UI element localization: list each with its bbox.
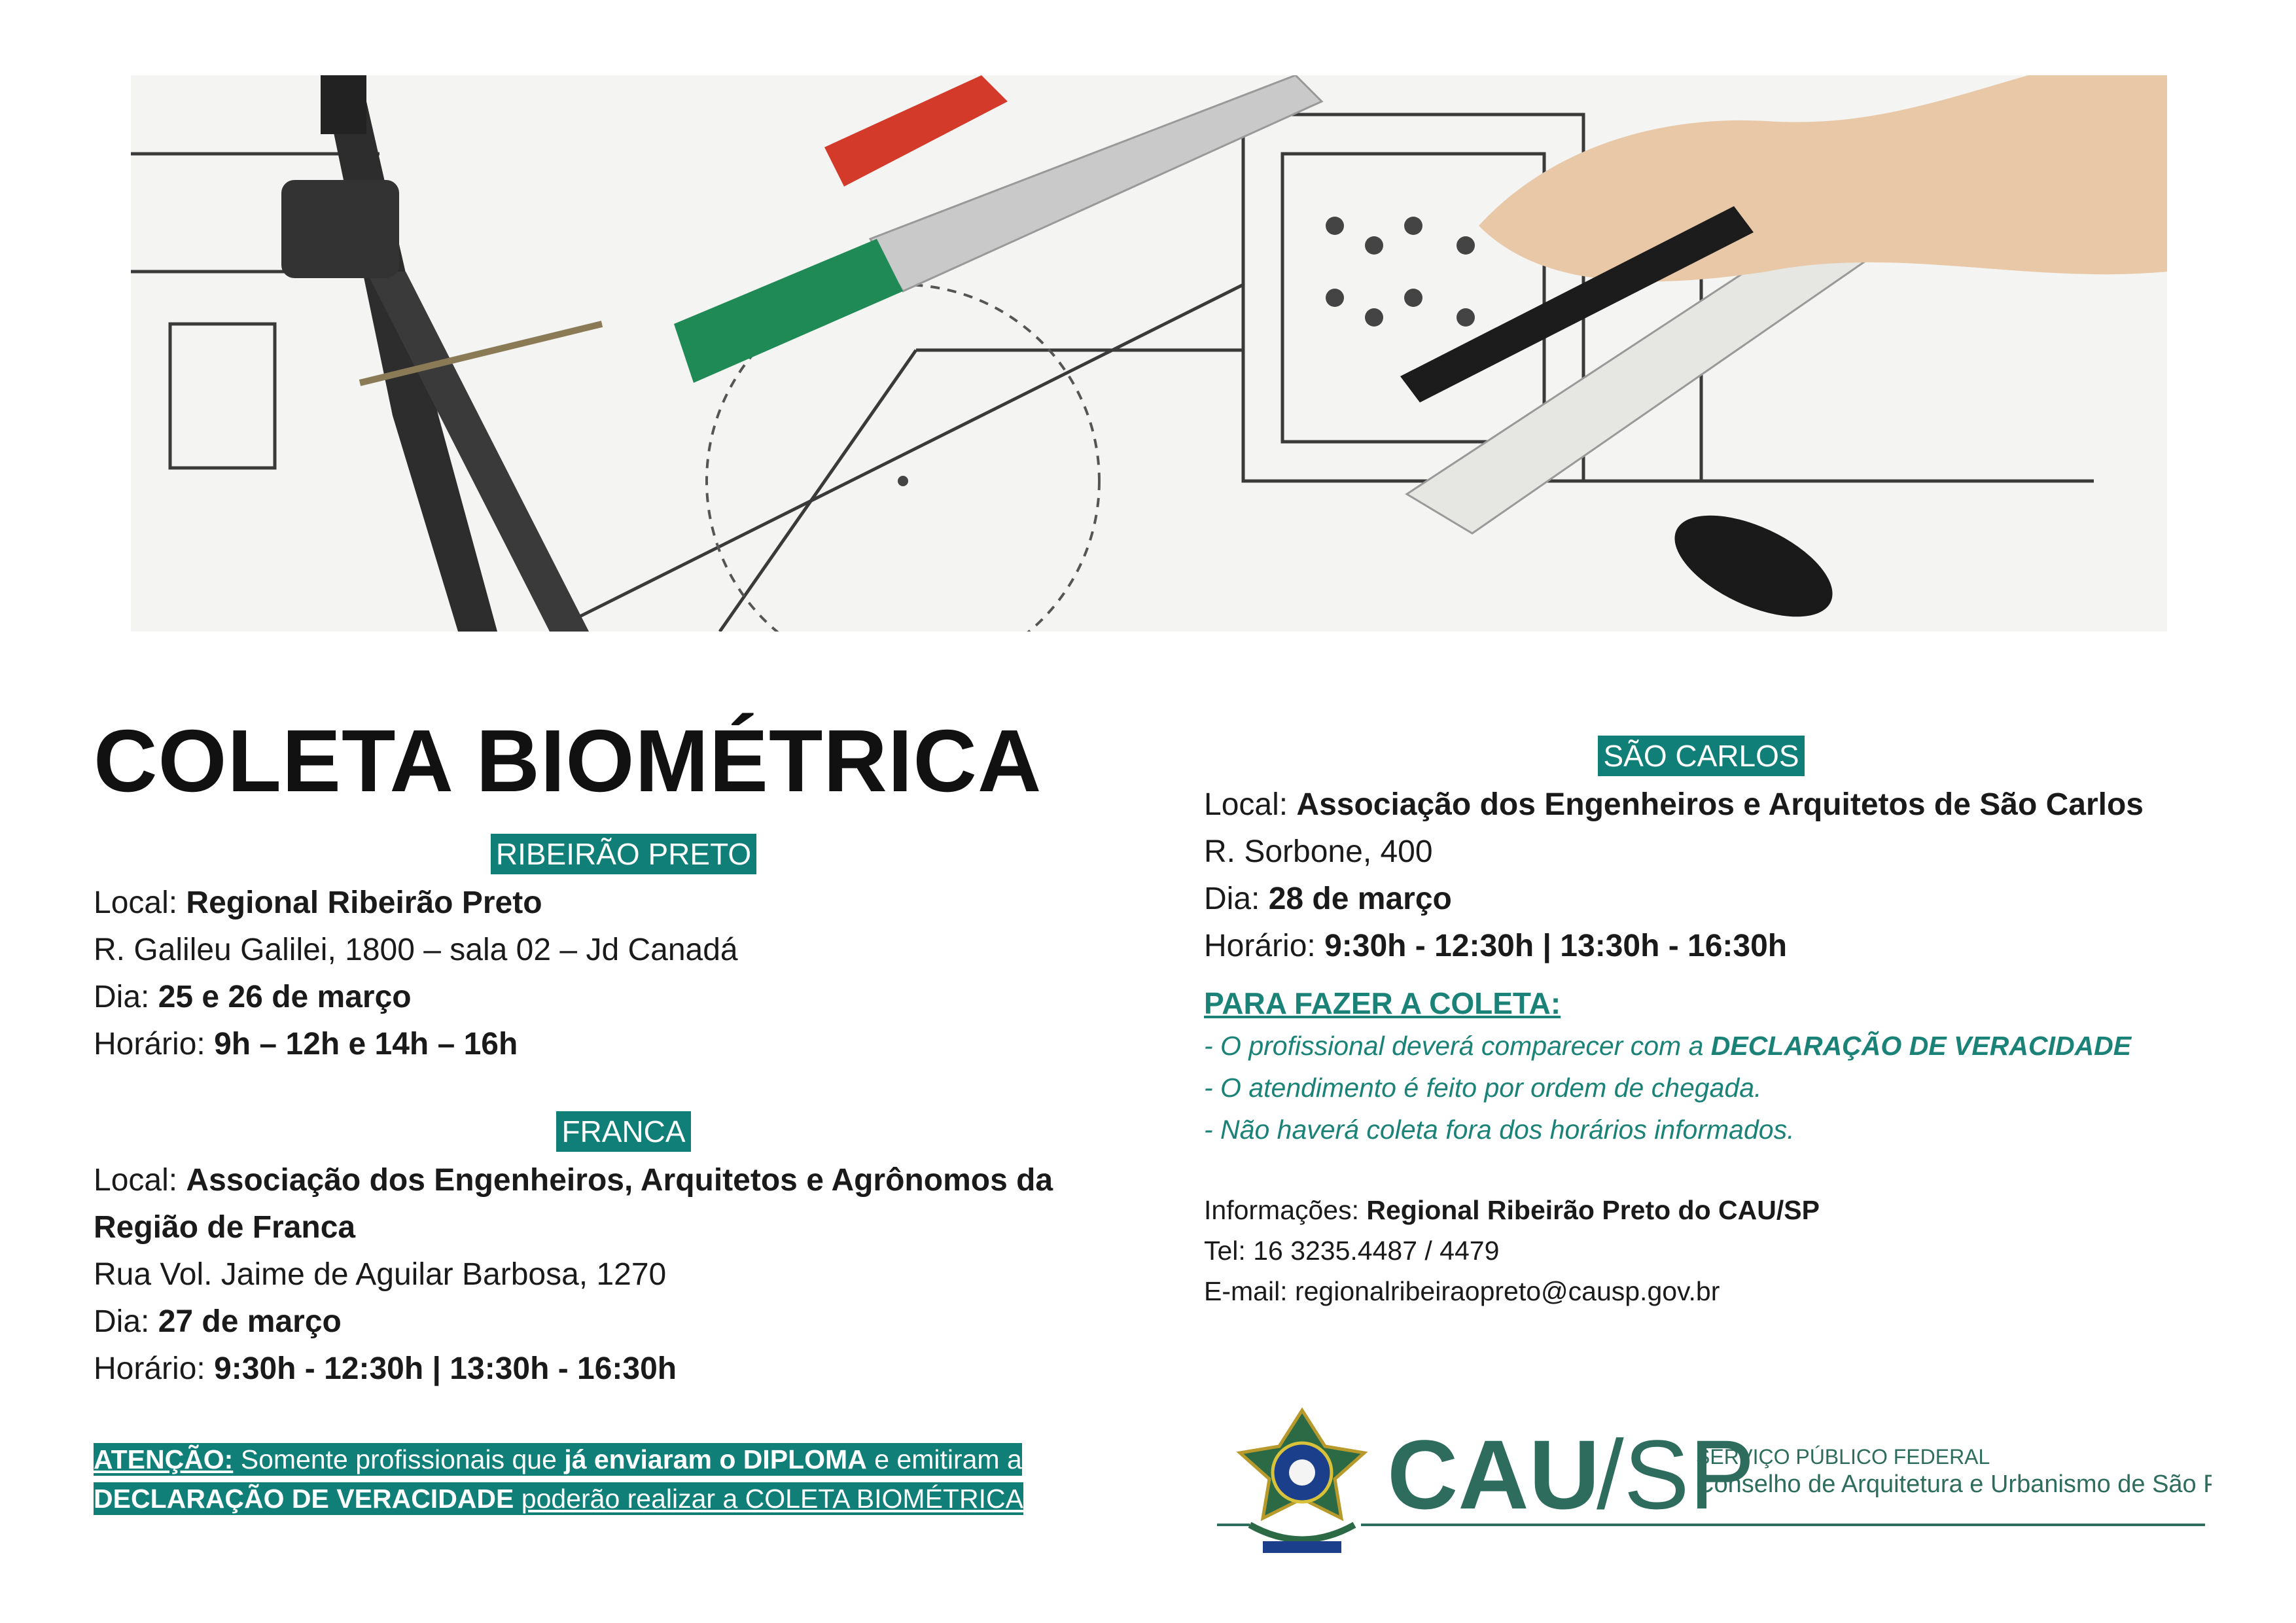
- attention-label: ATENÇÃO:: [94, 1444, 234, 1474]
- info-line: [1204, 1190, 2199, 1230]
- page-title: COLETA BIOMÉTRICA: [94, 711, 1042, 810]
- attention-line2: [94, 1479, 1154, 1518]
- coleta-line3: - Não haverá coleta fora dos horários informados.: [1204, 1115, 1795, 1145]
- logo-service: SERVIÇO PÚBLICO FEDERAL: [1696, 1445, 1990, 1469]
- ribeirao-local-value: Regional Ribeirão Preto: [186, 885, 542, 920]
- ribeirao-local: [94, 880, 1154, 927]
- logo-council: Conselho de Arquitetura e Urbanismo de São Paulo: [1696, 1471, 2212, 1498]
- sao-carlos-dia-value: 28 de março: [1268, 882, 1452, 916]
- sao-carlos-horario: [1204, 923, 2199, 970]
- coleta-heading: PARA FAZER A COLETA:: [1204, 986, 1561, 1020]
- info-label: Informações:: [1204, 1195, 1367, 1225]
- attention-text1: Somente profissionais que: [233, 1444, 565, 1474]
- franca-horario: [94, 1346, 1154, 1393]
- sao-carlos-local-label: Local:: [1204, 787, 1297, 822]
- attention-notice: [94, 1440, 1154, 1518]
- attention-underlined: poderão realizar a COLETA BIOMÉTRICA: [521, 1484, 1023, 1514]
- right-column: [1204, 733, 2199, 1311]
- franca-local-line2: [94, 1204, 1154, 1251]
- sao-carlos-dia: [1204, 876, 2199, 923]
- attention-bold1: já enviaram o DIPLOMA: [564, 1444, 867, 1474]
- attention-bold2: DECLARAÇÃO DE VERACIDADE: [94, 1484, 514, 1514]
- coleta-line1: [1204, 1025, 2199, 1067]
- ribeirao-horario: [94, 1021, 1154, 1068]
- info-email: E-mail: regionalribeiraopreto@causp.gov.br: [1204, 1276, 1720, 1306]
- coleta-line2: - O atendimento é feito por ordem de chegada.: [1204, 1073, 1762, 1103]
- franca-address: Rua Vol. Jaime de Aguilar Barbosa, 1270: [94, 1257, 667, 1292]
- sao-carlos-address: R. Sorbone, 400: [1204, 834, 1433, 869]
- hero-image: [131, 75, 2167, 632]
- franca-dia: [94, 1298, 1154, 1346]
- sao-carlos-section: [1204, 733, 2199, 780]
- sao-carlos-horario-label: Horário:: [1204, 929, 1325, 963]
- ribeirao-local-label: Local:: [94, 885, 186, 920]
- attention-line1: [94, 1440, 1154, 1479]
- info-tel: Tel: 16 3235.4487 / 4479: [1204, 1236, 1500, 1266]
- coat-of-arms-icon: [1240, 1410, 1364, 1553]
- sao-carlos-dia-label: Dia:: [1204, 882, 1269, 916]
- attention-text3: [514, 1484, 521, 1514]
- franca-horario-label: Horário:: [94, 1351, 215, 1386]
- ribeirao-dia-value: 25 e 26 de março: [158, 980, 412, 1014]
- franca-dia-value: 27 de março: [158, 1304, 342, 1339]
- franca-section: [94, 1109, 1154, 1156]
- coleta-line1-bold: DECLARAÇÃO DE VERACIDADE: [1710, 1031, 2132, 1061]
- attention-text2: e emitiram a: [866, 1444, 1022, 1474]
- sao-carlos-local: [1204, 781, 2199, 829]
- ribeirao-horario-value: 9h – 12h e 14h – 16h: [214, 1027, 518, 1061]
- ribeirao-dia: [94, 974, 1154, 1021]
- franca-local-value-line1: Associação dos Engenheiros, Arquitetos e Agrônomos da: [186, 1163, 1053, 1198]
- ribeirao-dia-label: Dia:: [94, 980, 158, 1014]
- ribeirao-address: R. Galileu Galilei, 1800 – sala 02 – Jd Canadá: [94, 933, 738, 967]
- franca-local-value-line2: Região de Franca: [94, 1210, 356, 1245]
- coleta-line1-prefix: - O profissional deverá comparecer com a: [1204, 1031, 1711, 1061]
- info-value: Regional Ribeirão Preto do CAU/SP: [1366, 1195, 1820, 1225]
- ribeirao-tag: RIBEIRÃO PRETO: [491, 834, 756, 874]
- sao-carlos-tag: SÃO CARLOS: [1598, 736, 1804, 776]
- brand-main: CAU: [1387, 1419, 1600, 1529]
- franca-local-label: Local:: [94, 1163, 186, 1198]
- franca-horario-value: 9:30h - 12:30h | 13:30h - 16:30h: [214, 1351, 677, 1386]
- franca-dia-label: Dia:: [94, 1304, 158, 1339]
- left-column: [94, 831, 1154, 1393]
- sao-carlos-horario-value: 9:30h - 12:30h | 13:30h - 16:30h: [1324, 929, 1788, 963]
- franca-local: [94, 1157, 1154, 1204]
- sao-carlos-local-value: Associação dos Engenheiros e Arquitetos de São Carlos: [1296, 787, 2144, 822]
- franca-tag: FRANCA: [556, 1111, 690, 1152]
- cau-sp-logo: [1204, 1381, 2212, 1597]
- ribeirao-horario-label: Horário:: [94, 1027, 215, 1061]
- brand-suffix: /SP: [1597, 1419, 1755, 1529]
- ribeirao-section: [94, 831, 1154, 878]
